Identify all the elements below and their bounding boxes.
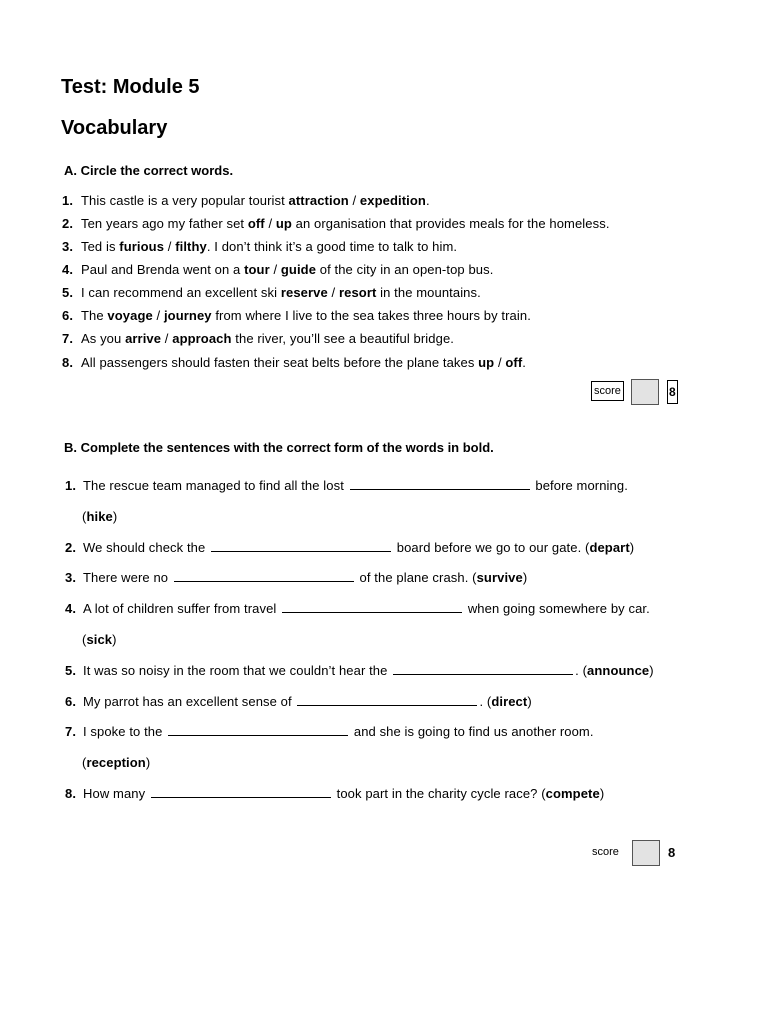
answer-blank[interactable] — [350, 478, 530, 490]
section-b-item-7-hint: (reception) — [82, 755, 151, 770]
item-number: 1. — [62, 193, 74, 208]
section-a-item-2: 2. Ten years ago my father set off / up an organisation that provides meals for the homeless. — [62, 216, 610, 231]
answer-blank[interactable] — [151, 786, 331, 798]
option-1[interactable]: voyage — [107, 308, 153, 323]
option-2[interactable]: journey — [163, 308, 212, 323]
answer-blank[interactable] — [211, 540, 391, 552]
base-word: reception — [86, 755, 146, 770]
option-2[interactable]: approach — [172, 331, 232, 346]
section-b-item-4-hint: (sick) — [82, 632, 117, 647]
section-a-instruction: A. Circle the correct words. — [64, 163, 234, 178]
item-number: 7. — [65, 724, 77, 739]
item-number: 5. — [65, 663, 77, 678]
item-number: 6. — [62, 308, 74, 323]
item-number: 4. — [62, 262, 74, 277]
section-b-item-7: 7. I spoke to the and she is going to find us another room. — [65, 724, 594, 739]
option-1[interactable]: attraction — [288, 193, 349, 208]
section-b-item-2: 2. We should check the board before we go to our gate. (depart) — [65, 540, 635, 555]
option-1[interactable]: tour — [244, 262, 270, 277]
option-1[interactable]: reserve — [280, 285, 328, 300]
section-a-item-1: 1. This castle is a very popular tourist attraction / expedition. — [62, 193, 430, 208]
score-max: 8 — [668, 845, 676, 860]
item-number: 4. — [65, 601, 77, 616]
answer-blank[interactable] — [174, 570, 354, 582]
score-label: score — [592, 846, 619, 858]
base-word: announce — [587, 663, 650, 678]
score-max: 8 — [667, 380, 678, 404]
item-number: 6. — [65, 694, 77, 709]
score-label: score — [591, 381, 624, 401]
item-number: 7. — [62, 331, 74, 346]
section-heading-vocabulary: Vocabulary — [61, 117, 168, 139]
item-number: 3. — [65, 570, 77, 585]
section-a-item-5: 5. I can recommend an excellent ski reserve / resort in the mountains. — [62, 285, 481, 300]
section-b-item-4: 4. A lot of children suffer from travel when going somewhere by car. — [65, 601, 650, 616]
score-input-box[interactable] — [631, 379, 659, 405]
score-input-box[interactable] — [632, 840, 660, 866]
section-b-item-1-hint: (hike) — [82, 509, 118, 524]
option-2[interactable]: filthy — [175, 239, 207, 254]
base-word: hike — [86, 509, 113, 524]
base-word: compete — [545, 786, 600, 801]
item-number: 5. — [62, 285, 74, 300]
item-number: 8. — [65, 786, 77, 801]
item-number: 2. — [62, 216, 74, 231]
section-a-item-7: 7. As you arrive / approach the river, you’ll see a beautiful bridge. — [62, 331, 455, 346]
option-2[interactable]: resort — [338, 285, 377, 300]
section-b-item-3: 3. There were no of the plane crash. (survive) — [65, 570, 528, 585]
section-a-item-3: 3. Ted is furious / filthy. I don’t think it’s a good time to talk to him. — [62, 239, 458, 254]
section-a-item-6: 6. The voyage / journey from where I live to the sea takes three hours by train. — [62, 308, 531, 323]
section-b-item-5: 5. It was so noisy in the room that we couldn’t hear the . (announce) — [65, 663, 654, 678]
base-word: depart — [589, 540, 630, 555]
option-2[interactable]: off — [505, 355, 523, 370]
answer-blank[interactable] — [168, 724, 348, 736]
option-1[interactable]: arrive — [125, 331, 162, 346]
option-2[interactable]: up — [275, 216, 292, 231]
option-1[interactable]: furious — [119, 239, 165, 254]
base-word: sick — [86, 632, 113, 647]
base-word: survive — [476, 570, 523, 585]
section-a-item-8: 8. All passengers should fasten their seat belts before the plane takes up / off. — [62, 355, 526, 370]
section-b-item-6: 6. My parrot has an excellent sense of . (direct) — [65, 694, 532, 709]
option-1[interactable]: off — [247, 216, 265, 231]
item-number: 8. — [62, 355, 74, 370]
item-number: 3. — [62, 239, 74, 254]
item-number: 2. — [65, 540, 77, 555]
page-title: Test: Module 5 — [61, 76, 200, 98]
option-2[interactable]: expedition — [359, 193, 426, 208]
answer-blank[interactable] — [297, 694, 477, 706]
item-number: 1. — [65, 478, 77, 493]
section-b-item-1: 1. The rescue team managed to find all the lost before morning. — [65, 478, 628, 493]
section-a-item-4: 4. Paul and Brenda went on a tour / guide of the city in an open-top bus. — [62, 262, 494, 277]
section-b-instruction: B. Complete the sentences with the correct form of the words in bold. — [64, 440, 494, 455]
answer-blank[interactable] — [282, 601, 462, 613]
answer-blank[interactable] — [393, 663, 573, 675]
section-b-item-8: 8. How many took part in the charity cycle race? (compete) — [65, 786, 605, 801]
option-1[interactable]: up — [478, 355, 495, 370]
base-word: direct — [491, 694, 528, 709]
option-2[interactable]: guide — [280, 262, 317, 277]
